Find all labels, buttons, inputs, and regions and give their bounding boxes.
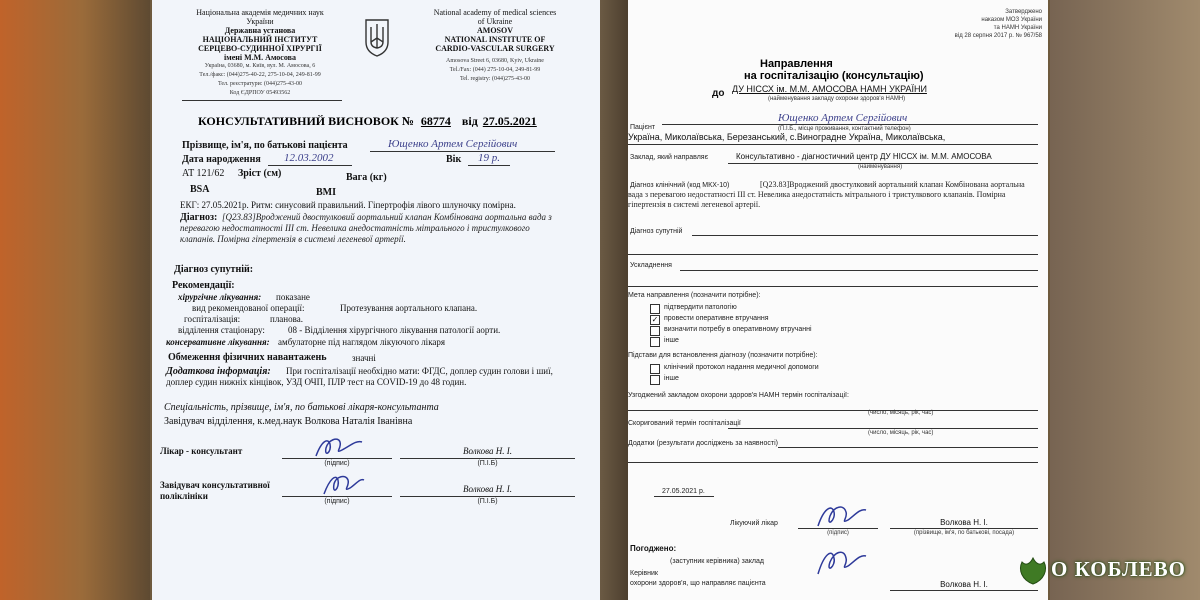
sender-caption: (найменування) (858, 164, 903, 170)
hospitalization-value: планова. (270, 314, 303, 324)
agreed-label: Погоджено: (630, 544, 677, 553)
approval-line: від 28 серпня 2017 р. № 967/58 (954, 33, 1042, 39)
dx-text: [Q23.83]Вроджений двостулковий аортальний клапан Комбінована аортальна вада з перевагою недостатності III ст. Невелика анедостатність мітрального і тристулкового клапанів. Помірна гіпертензія в системі легеневої артерії. (628, 180, 1025, 209)
approval-line: та НАМН України (993, 25, 1042, 31)
dob-label: Дата народження (182, 154, 261, 165)
header-ua-line: України (246, 17, 274, 26)
sig-caption: (підпис) (827, 530, 849, 536)
referral-patient-name: Ющенко Артем Сергійович (778, 112, 908, 124)
age-label: Вік (446, 154, 462, 165)
purpose-label: Мета направлення (позначити потрібне): (628, 292, 761, 299)
physical-limits-value: значні (352, 353, 376, 363)
header-ua-line: Тел. реєстратури: (044)275-43-00 (217, 81, 303, 87)
checkbox-label: провести оперативне втручання (664, 315, 769, 322)
doctor-signature-icon (312, 434, 366, 462)
attending-signature-icon (814, 500, 868, 532)
complications-line (680, 270, 1038, 271)
header-en-line: Amosova Street 6, 03680, Kyiv, Ukraine (446, 58, 544, 64)
complications-line-2 (628, 286, 1038, 287)
header-en (400, 8, 590, 84)
attending-name-line (890, 528, 1038, 529)
background-left (0, 0, 150, 600)
recommendations-label: Рекомендації: (172, 280, 235, 291)
header-ua (160, 8, 360, 98)
head-label: Керівник (630, 570, 658, 577)
checkbox[interactable] (650, 304, 660, 314)
surgical-label: хірургічне лікування: (178, 292, 262, 302)
koblevo-logo[interactable]: О КОБЛЕВО (1051, 557, 1186, 581)
checkbox[interactable] (650, 364, 660, 374)
height-label: Зріст (см) (238, 168, 282, 179)
extra-info-label: Додаткова інформація: (166, 366, 271, 377)
department-value: 08 - Відділення хірургічного лікування патології аорти. (288, 325, 501, 335)
background-right (1050, 0, 1200, 600)
header-ua-line: Тел./факс: (044)275-40-22, 275-10-04, 249-81-99 (199, 72, 321, 78)
title-from: від (461, 114, 478, 128)
head-signature-icon (814, 544, 868, 580)
referral-sheet (628, 0, 1048, 600)
specialty-value: Завідувач відділення, к.мед.наук Волкова Наталія Іванівна (164, 416, 413, 427)
head-label-3: охорони здоров'я, що направляє пацієнта (630, 580, 766, 587)
header-en-line: NATIONAL INSTITUTE OF (444, 35, 546, 44)
corrected-label: Скоригований термін госпіталізації (628, 420, 741, 427)
doctor-consultant-label: Лікар - консультант (160, 446, 243, 456)
checkbox-label: інше (664, 337, 679, 344)
name-caption: (П.І.Б) (477, 460, 498, 467)
department-label: відділення стаціонару: (178, 325, 265, 335)
patient-line (370, 151, 555, 152)
header-ua-line: СЕРЦЕВО-СУДИННОЇ ХІРУРГІЇ (198, 44, 322, 53)
header-en-line: AMOSOV (477, 26, 513, 35)
patient-name: Ющенко Артем Сергійович (388, 138, 518, 150)
header-rule (182, 100, 342, 101)
surgical-value: показане (276, 292, 310, 302)
agreed-term-line (628, 410, 1038, 411)
operation-label: вид рекомендованої операції: (192, 303, 305, 313)
corrected-line (728, 428, 1038, 429)
head-name-line (890, 590, 1038, 591)
approval-note (955, 8, 1042, 40)
dob-value: 12.03.2002 (284, 152, 334, 164)
header-en-line: CARDIO-VASCULAR SURGERY (435, 44, 555, 53)
bmi-label: BMI (316, 187, 336, 198)
agreed-term-label: Узгоджений закладом охорони здоров'я НАМН термін госпіталізації: (628, 392, 849, 399)
diagnosis-label: Діагноз: (180, 212, 218, 223)
ekg-text: ЕКГ: 27.05.2021р. Ритм: синусовий правильний. Гіпертрофія лівого шлуночку помірна. (180, 200, 516, 210)
head-label-2: поліклініки (160, 491, 208, 501)
consultative-conclusion-sheet (152, 0, 600, 600)
head-name: Волкова Н. І. (940, 580, 988, 589)
dob-line (268, 165, 352, 166)
patient-line (662, 124, 1038, 125)
signature-caption: (підпис) (324, 498, 350, 505)
head-label: Завідувач консультативної (160, 480, 270, 490)
age-value: 19 р. (478, 152, 500, 164)
referral-title: Направлення (760, 58, 833, 70)
header-ua-line: НАЦІОНАЛЬНИЙ ІНСТИТУТ (202, 35, 318, 44)
header-en-line: Tel./Fax: (044) 275-10-04, 249-81-99 (449, 67, 541, 73)
header-ua-line: Національна академія медичних наук (196, 8, 324, 17)
header-ua-line: Код ЄДРПОУ 05493562 (229, 90, 291, 96)
dx-label: Діагноз клінічний (код МКХ-10) (630, 182, 730, 189)
to-caption: (найменування закладу охорони здоров'я НАМН) (768, 96, 906, 102)
date-line (654, 496, 714, 497)
doctor-name: Волкова Н. І. (463, 446, 512, 456)
operation-value: Протезування аортального клапана. (340, 303, 478, 313)
additions-label: Додатки (результати досліджень за наявності) (628, 440, 778, 447)
sender-label: Заклад, який направляє (630, 154, 709, 161)
checkbox[interactable]: ✓ (651, 315, 659, 324)
basis-label: Підстави для встановлення діагнозу (позначити потрібне): (628, 352, 818, 359)
head-name: Волкова Н. І. (463, 484, 512, 494)
extra-info-text: При госпіталізації необхідно мати: ФГДС, доплер судин голови і шиї, доплер судин нижніх кінцівок, УЗД ОЧП, ПЛР тест на COVID-19 до 48 годин. (166, 366, 553, 387)
comorbid-label: Діагноз супутній (630, 228, 683, 235)
coat-of-arms-icon (364, 18, 390, 58)
to-institution: ДУ НІССХ ім. М.М. АМОСОВА НАМН УКРАЇНИ (732, 84, 927, 94)
approval-line: Затверджено (1005, 9, 1042, 15)
attending-doctor-name: Волкова Н. І. (940, 518, 988, 527)
conservative-value: амбулаторне під наглядом лікуючого лікаря (278, 337, 446, 347)
patient-label: Прізвище, ім'я, по батькові пацієнта (182, 140, 348, 151)
patient-label: Пацієнт (630, 124, 656, 131)
date-caption: (число, місяць, рік, час) (868, 430, 934, 436)
checkbox[interactable] (650, 337, 660, 347)
header-en-line: of Ukraine (477, 17, 513, 26)
header-en-line: National academy of medical sciences (433, 8, 557, 17)
bsa-label: BSA (190, 184, 210, 195)
diagnosis-text: [Q23.83]Вроджений двостулковий аортальний клапан Комбінована аортальна вада з перевагою недостатності III ст. Невелика анедостатність мітрального і тристулкового клапанів. Помірна гіпертензія в системі легеневої артерії. (180, 212, 552, 244)
patient-address: Україна, Миколаївська, Березанський, с.Виноградне Україна, Миколаївська, (628, 132, 946, 142)
physical-limits-label: Обмеження фізичних навантажень (168, 352, 327, 363)
header-ua-line: Державна установа (224, 26, 296, 35)
conclusion-number: 68774 (420, 114, 451, 128)
head-deputy-label: (заступник керівника) заклад (670, 558, 764, 565)
complications-label: Ускладнення (630, 262, 672, 269)
comorbid-diagnosis-label: Діагноз супутній: (174, 264, 254, 275)
conclusion-date: 27.05.2021 (482, 114, 537, 128)
checkbox[interactable] (650, 326, 660, 336)
sender-value: Консультативно - діагностичний центр ДУ НІССХ ім. М.М. АМОСОВА (736, 152, 992, 161)
grape-leaf-icon (1016, 556, 1050, 586)
signature-caption: (підпис) (324, 460, 350, 467)
name-caption: (П.І.Б) (477, 498, 498, 505)
specialty-label: Спеціальність, прізвище, ім'я, по батькові лікаря-консультанта (164, 402, 439, 413)
doctor-name-line (400, 458, 575, 459)
attending-doctor-label: Лікуючий лікар (730, 520, 778, 527)
comorbid-line (692, 235, 1038, 236)
to-label: до (712, 88, 725, 99)
name-caption: (прізвище, ім'я, по батькові, посада) (913, 530, 1015, 536)
patient-caption: (П.І.Б., місце проживання, контактний телефон) (778, 126, 911, 132)
comorbid-line-2 (628, 254, 1038, 255)
address-line (628, 144, 1038, 145)
checkbox[interactable] (650, 375, 660, 385)
document-title (198, 114, 537, 129)
conservative-label: консервативне лікування: (166, 337, 270, 347)
referral-subtitle: на госпіталізацію (консультацію) (744, 70, 924, 82)
additions-line (778, 447, 1038, 448)
hospitalization-label: госпіталізація: (184, 314, 241, 324)
checkbox-label: інше (664, 375, 679, 382)
header-ua-line: Україна, 03680, м. Київ, вул. М. Амосова, 6 (204, 63, 316, 69)
age-line (468, 165, 510, 166)
approval-line: наказом МОЗ України (981, 17, 1042, 23)
additions-line-2 (628, 462, 1038, 463)
background-gap (600, 0, 630, 600)
date-caption: (число, місяць, рік, час) (868, 410, 934, 416)
checkbox-label: визначити потребу в оперативному втручанні (664, 326, 812, 333)
header-en-line: Tel. registry: (044)275-43-00 (459, 76, 531, 82)
head-signature-icon (318, 470, 368, 500)
checkbox-label: клінічний протокол надання медичної допомоги (664, 364, 819, 371)
head-name-line (400, 496, 575, 497)
blood-pressure: AT 121/62 (182, 168, 225, 179)
header-ua-line: імені М.М. Амосова (224, 53, 296, 62)
weight-label: Вага (кг) (346, 172, 387, 183)
title-label: КОНСУЛЬТАТИВНИЙ ВИСНОВОК № (198, 114, 414, 128)
checkbox-label: підтвердити патологію (664, 304, 737, 311)
referral-date: 27.05.2021 р. (662, 488, 705, 495)
